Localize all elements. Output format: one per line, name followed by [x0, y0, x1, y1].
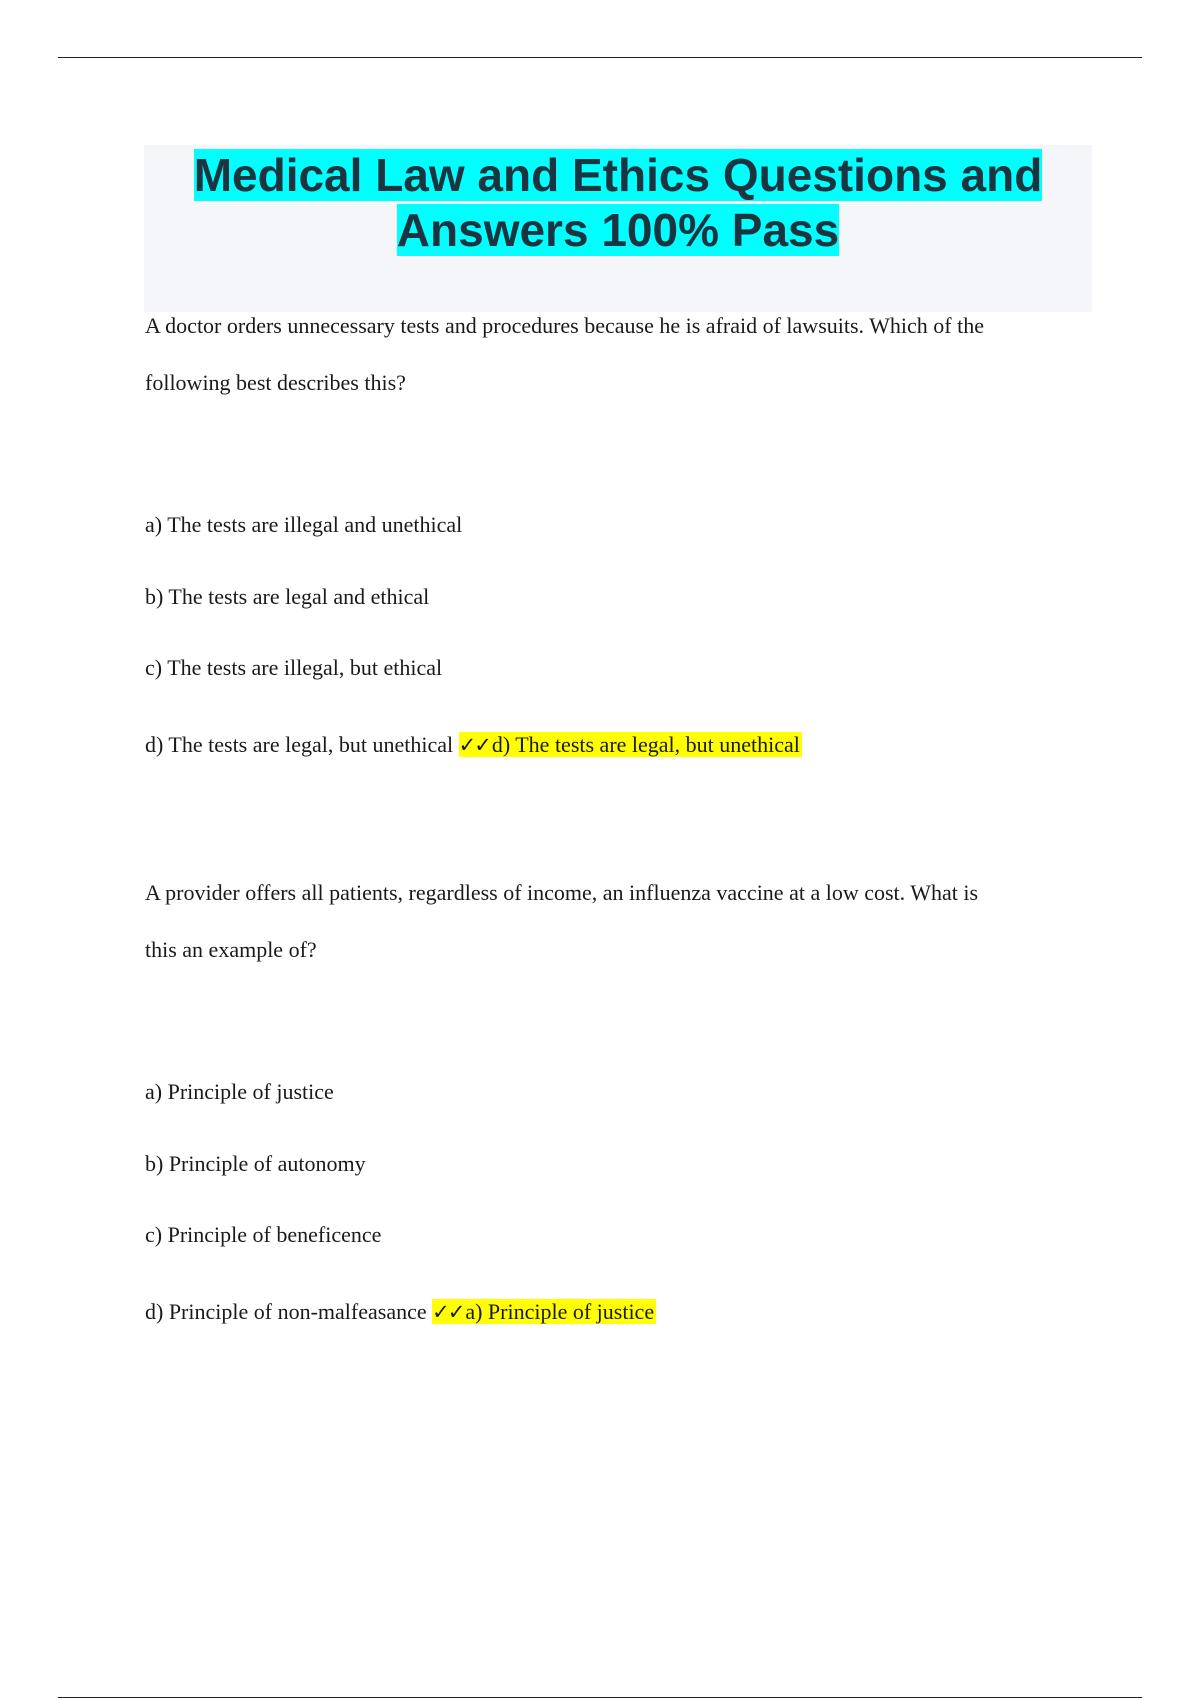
question-2-option-d: d) Principle of non-malfeasance — [145, 1299, 427, 1324]
title-line-2: Answers 100% Pass — [396, 204, 840, 256]
question-1-answer — [459, 732, 802, 757]
question-1-option-d-row — [145, 730, 802, 760]
question-1-option-d: d) The tests are legal, but unethical — [145, 732, 454, 757]
check-marks-icon: ✓✓ — [458, 733, 490, 757]
check-marks-icon: ✓✓ — [432, 1300, 464, 1324]
question-2-option-b: b) Principle of autonomy — [145, 1151, 366, 1176]
document-title — [144, 148, 1092, 258]
question-2-answer-text: a) Principle of justice — [465, 1299, 655, 1324]
header-rule — [58, 57, 1142, 58]
question-1-option-b: b) The tests are legal and ethical — [145, 584, 430, 609]
question-1-option-c: c) The tests are illegal, but ethical — [145, 655, 443, 680]
question-1-option-a: a) The tests are illegal and unethical — [145, 512, 463, 537]
question-1-stem-line-2: following best describes this? — [145, 370, 406, 395]
question-2-option-a: a) Principle of justice — [145, 1079, 334, 1104]
question-2-answer — [432, 1299, 656, 1324]
question-2-stem-line-1: A provider offers all patients, regardless of income, an influenza vaccine at a low cost. What is — [145, 880, 979, 905]
title-block — [144, 145, 1092, 312]
title-line-1: Medical Law and Ethics Questions and — [193, 149, 1043, 201]
footer-rule — [58, 1697, 1142, 1698]
question-1-answer-text: d) The tests are legal, but unethical — [491, 732, 800, 757]
question-2-stem-line-2: this an example of? — [145, 937, 317, 962]
question-2-option-d-row — [145, 1297, 656, 1327]
question-2-option-c: c) Principle of beneficence — [145, 1222, 382, 1247]
question-1-stem-line-1: A doctor orders unnecessary tests and procedures because he is afraid of lawsuits. Which of the — [145, 313, 984, 338]
